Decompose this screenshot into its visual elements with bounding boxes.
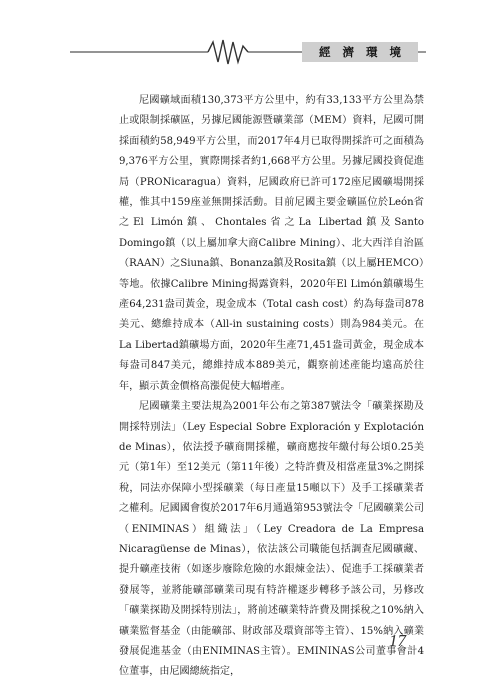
paragraph-1: 尼國礦域面積130,373平方公里中，約有33,133平方公里為禁止或限制採礦區，另據尼國能源暨礦業部（MEM）資料，尼國可開採面積約58,949平方公里，而2017年4月已取得開採許可之面積為9,376平方公里，實際開採者約1,668平方公里。另據尼國投資促進局（PRONicaragua）資料，尼國政府已許可172座尼國礦場開採權，惟其中159座並無開採活動。目前尼國主要金礦區位於León省之El Limón鎮、Chontales省之La Libertad鎮及Santo Domingo鎮（以上屬加拿大商Calibre Mining）、北大西洋自治區（RAAN）之Siuna鎮、Bonanza鎮及Rosita鎮（以上屬HEMCO）等地。依據Calibre Mining揭露資料，2020年El Limón鎮礦場生產64,231盎司黃金，現金成本（Total cash cost）約為每盎司878美元、總維持成本（All-in sustaining costs）則為984美元。在La Libertad鎮礦場方面，2020年生產71,451盎司黃金，現金成本每盎司847美元，總維持成本889美元，觀察前述產能均遠高於往年，顯示黃金價格高漲促使大幅增產。: [119, 95, 424, 392]
page-number: 17: [389, 631, 406, 650]
paragraph-2: 尼國礦業主要法規為2001年公布之第387號法令「礦業探勘及開採特別法」（Ley Especial Sobre Exploración y Explotación de Minas），依法授予礦商開採權，礦商應按年繳付每公頃0.25美元（第1年）至12美元（第11年後）之特許費及相當產量3%之開採稅，同法亦保障小型採礦業（每日產量15噸以下）及手工採礦業者之權利。尼國國會復於2017年6月通過第953號法令「尼國礦業公司（ENIMINAS）組織法」（Ley Creadora de La Empresa Nicaragüense de Minas），依法該公司職能包括調查尼國礦藏、提升礦產技術（如逐步廢除危險的水銀煉金法）、促進手工採礦業者發展等，並將能礦部礦業司現有特許權逐步轉移予該公司，另修改「礦業探勘及開採特別法」，將前述礦業特許費及開採稅之10%納入礦業監督基金（由能礦部、財政部及環資部等主管）、15%納入礦業發展促進基金（由ENIMINAS主管）。EMININAS公司董事會計4位董事，由尼國總統指定，: [119, 401, 424, 678]
section-title: 經濟環境: [302, 42, 418, 62]
page-header: [0, 34, 480, 70]
document-body: [119, 91, 424, 683]
